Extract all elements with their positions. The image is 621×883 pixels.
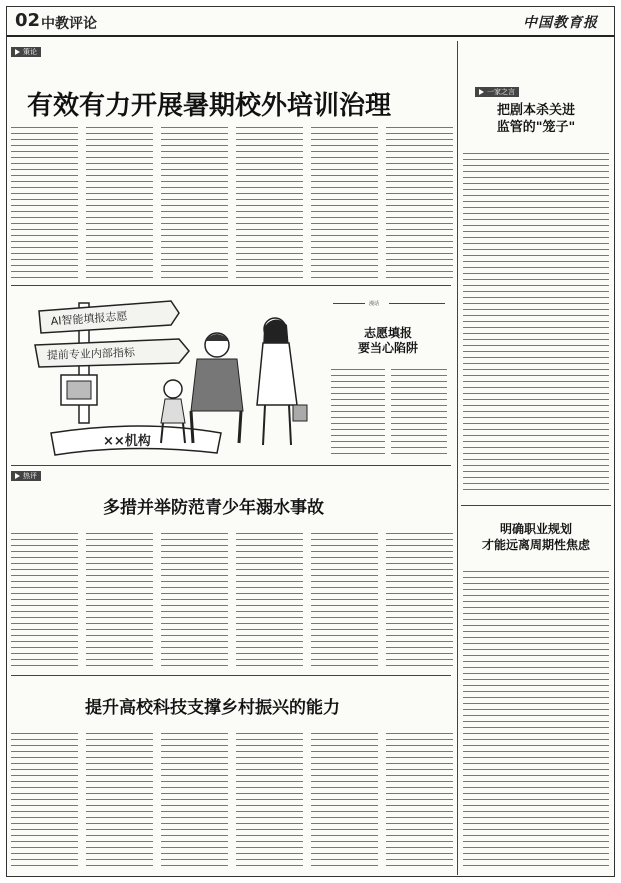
sidebar-title2-line1: 明确职业规划 <box>499 522 572 536</box>
cartoon-banner: ××机构 <box>103 434 151 449</box>
sidebar-title-line1: 把剧本杀关进 <box>496 103 575 118</box>
article1-col4 <box>236 125 303 281</box>
article3-col2 <box>86 731 153 871</box>
article3-col1 <box>11 731 78 871</box>
cartoon-tag: 漫话 <box>369 301 380 307</box>
article2-col5 <box>311 531 378 669</box>
section-name: 中教评论 <box>41 16 97 32</box>
cartoon-text-col2 <box>391 367 447 459</box>
divider <box>461 505 611 506</box>
cartoon-title-line2: 要当心陷阱 <box>357 341 418 355</box>
article3-col5 <box>311 731 378 871</box>
cartoon-sign2: 提前专业内部指标 <box>46 345 136 362</box>
sidebar-article2-text <box>463 569 609 869</box>
article1-col1 <box>11 125 78 281</box>
cartoon-title-line1: 志愿填报 <box>363 326 412 340</box>
article3-col6 <box>386 731 453 871</box>
divider <box>11 465 451 466</box>
newspaper-logo: 中国教育报 <box>523 15 598 31</box>
sidebar-title2-line2: 才能远离周期性焦虑 <box>481 538 590 552</box>
sidebar-article1-text <box>463 151 609 495</box>
cartoon-illustration <box>21 293 321 461</box>
article3-title: 提升高校科技支撑乡村振兴的能力 <box>85 698 340 718</box>
article3-col3 <box>161 731 228 871</box>
sidebar-divider <box>457 41 458 875</box>
page-number: 02 <box>15 10 41 31</box>
divider <box>11 285 451 286</box>
article1-col6 <box>386 125 453 281</box>
article2-col1 <box>11 531 78 669</box>
cartoon-sign1: AI智能填报志愿 <box>50 309 128 328</box>
article1-col2 <box>86 125 153 281</box>
article2-col4 <box>236 531 303 669</box>
article2-tag: 热评 <box>11 471 41 481</box>
article1-title: 有效有力开展暑期校外培训治理 <box>27 91 392 121</box>
article1-col5 <box>311 125 378 281</box>
article3-col4 <box>236 731 303 871</box>
sidebar-title-line2: 监管的"笼子" <box>496 120 576 135</box>
cartoon-text-col1 <box>331 367 385 459</box>
article2-col3 <box>161 531 228 669</box>
divider <box>11 675 451 676</box>
masthead <box>7 7 614 37</box>
article2-title: 多措并举防范青少年溺水事故 <box>103 498 324 518</box>
article2-col2 <box>86 531 153 669</box>
article1-col3 <box>161 125 228 281</box>
tag-rule-left <box>333 303 365 304</box>
newspaper-page <box>6 6 615 877</box>
sidebar-tag: 一家之言 <box>475 87 519 97</box>
article2-col6 <box>386 531 453 669</box>
tag-rule-right <box>389 303 445 304</box>
article1-tag: 策论 <box>11 47 41 57</box>
